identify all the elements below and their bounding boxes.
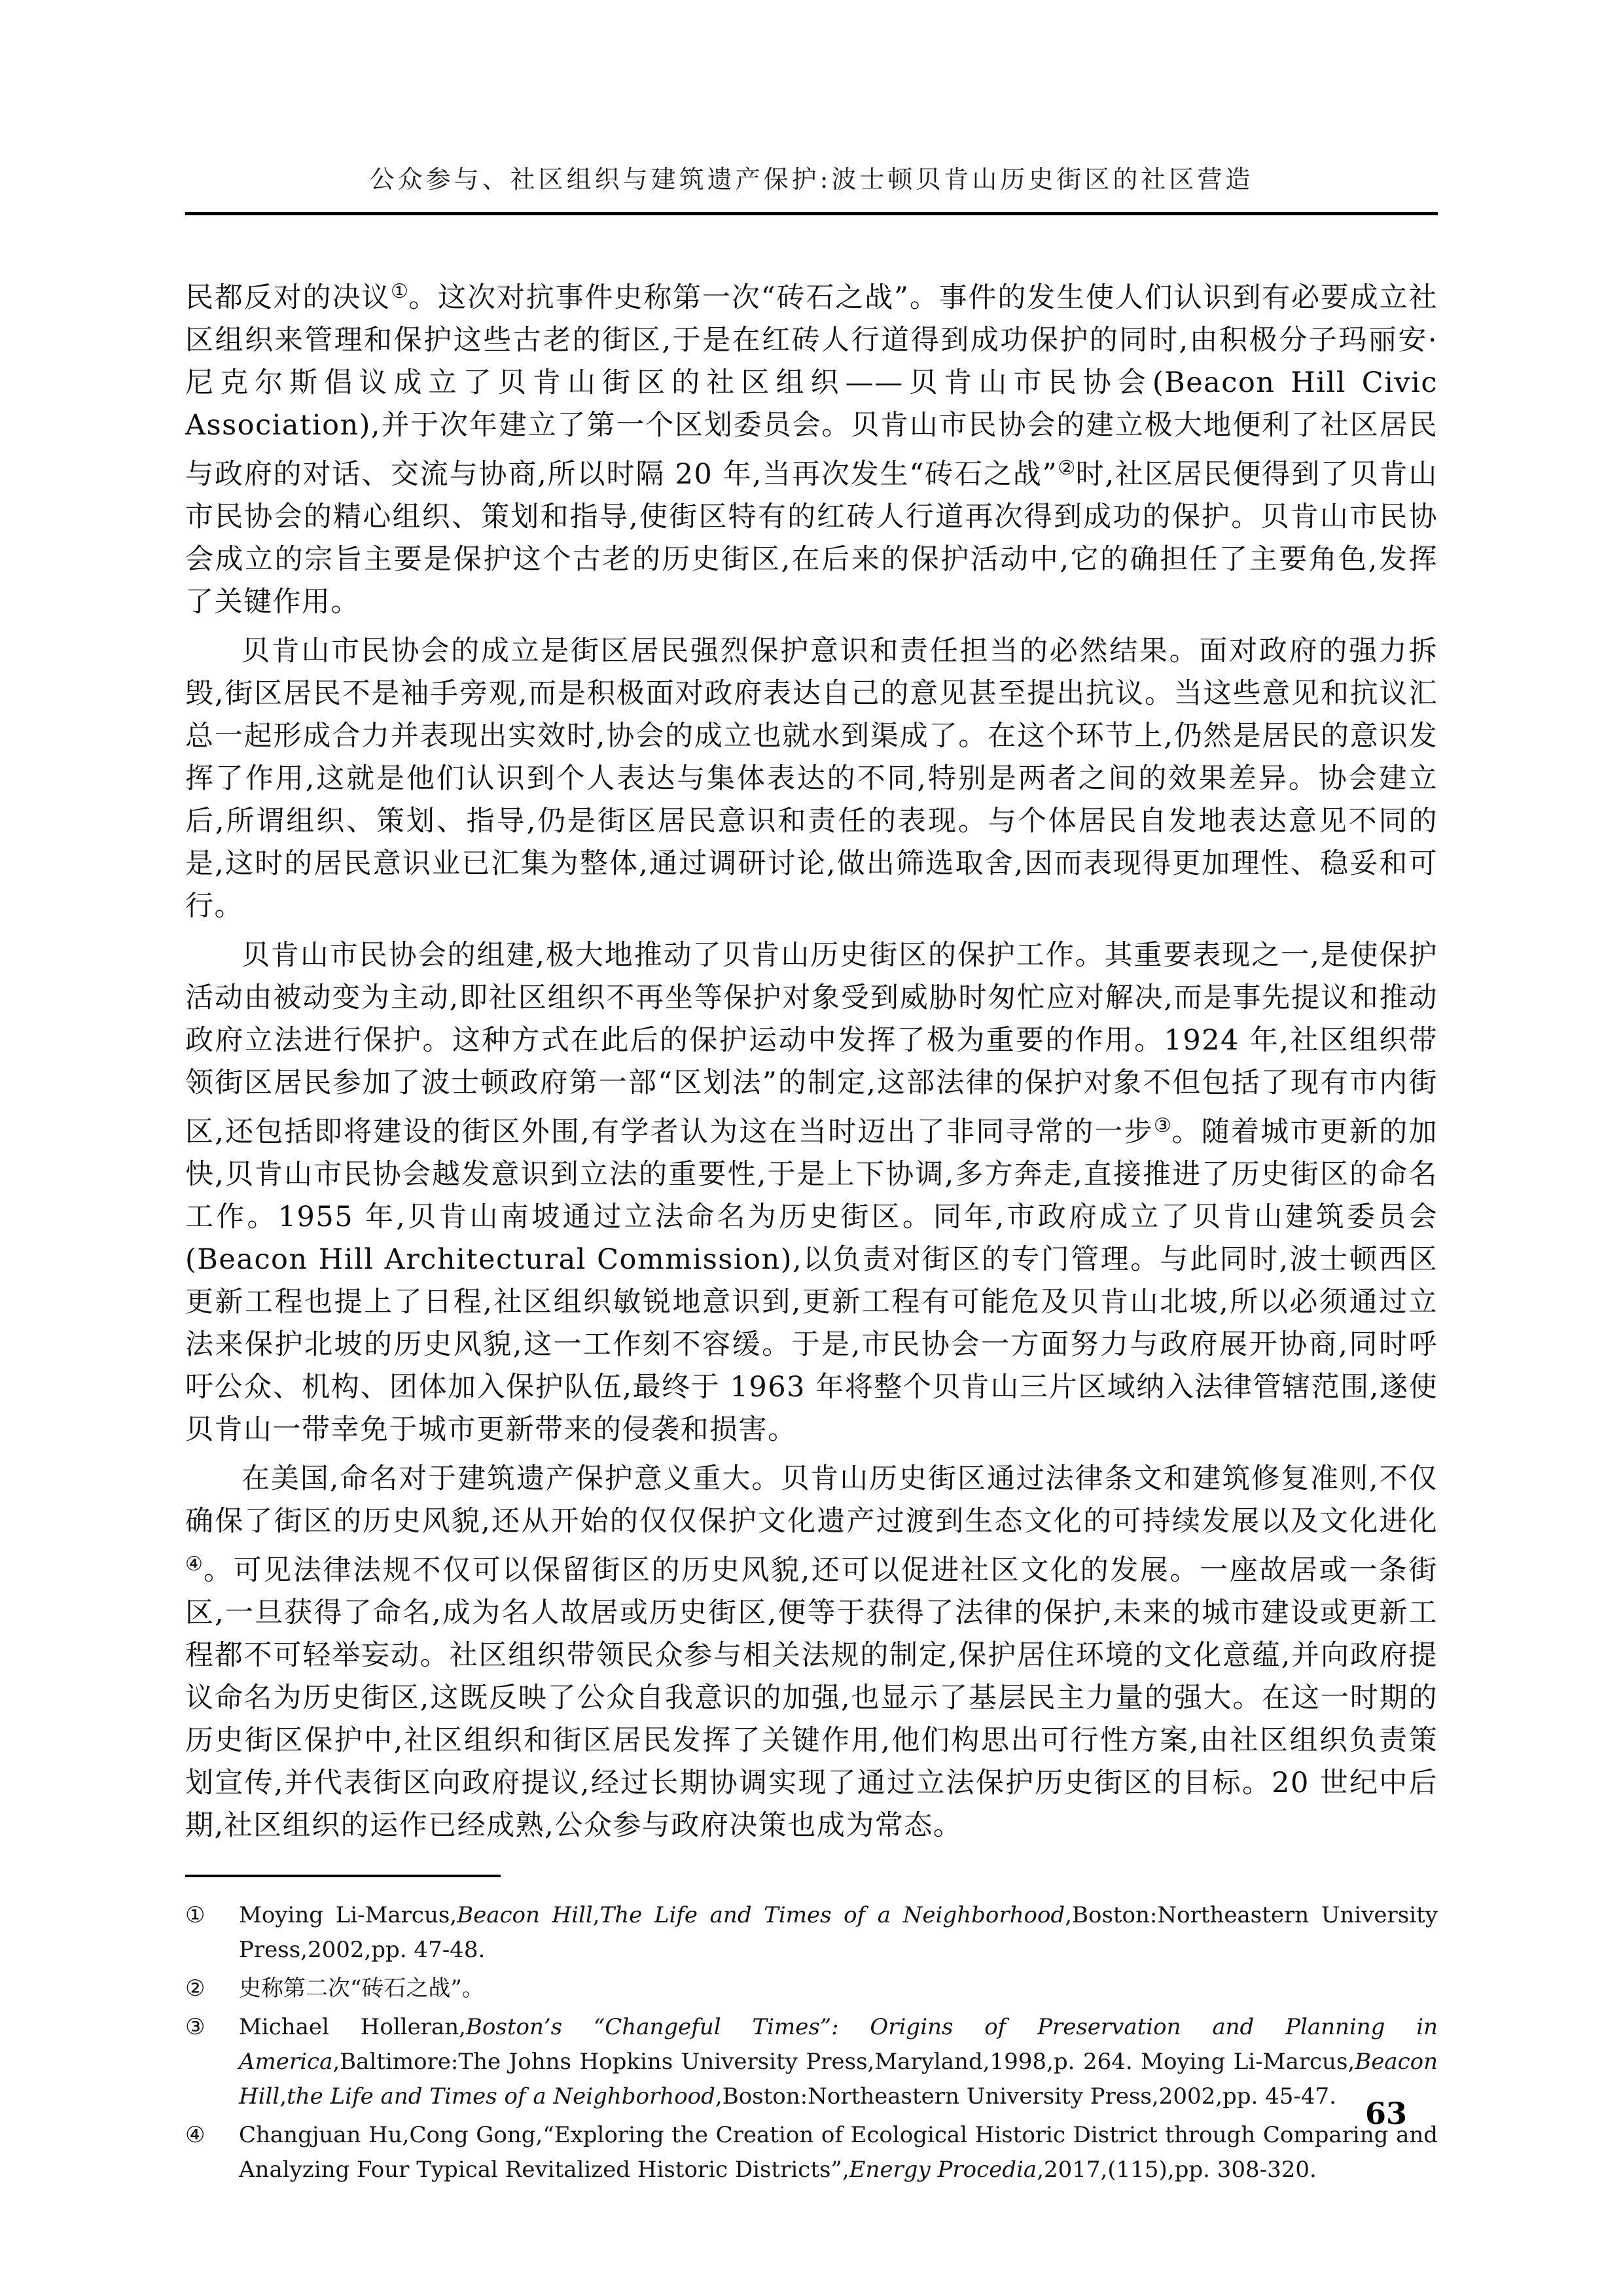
footnote-ref: ④	[185, 1553, 204, 1576]
footnote-ref: ①	[391, 280, 409, 303]
footnote-marker: ②	[185, 1975, 205, 2002]
footnote-text: 史称第二次“砖石之战”。	[239, 1975, 484, 2002]
page-header	[185, 0, 1438, 215]
footnote-marker: ①	[185, 1902, 205, 1928]
footnote	[185, 2010, 1438, 2114]
header-rule	[185, 212, 1438, 215]
paragraph: 在美国,命名对于建筑遗产保护意义重大。贝肯山历史街区通过法律条文和建筑修复准则,不仅确保了街区的历史风貌,还从开始的仅仅保护文化遗产过渡到生态文化的可持续发展以及文化进化④。可见法律法规不仅可以保留街区的历史风貌,还可以促进社区文化的发展。一座故居或一条街区,一旦获得了命名,成为名人故居或历史街区,便等于获得了法律的保护,未来的城市建设或更新工程都不可轻举妄动。社区组织带领民众参与相关法规的制定,保护居住环境的文化意蕴,并向政府提议命名为历史街区,这既反映了公众自我意识的加强,也显示了基层民主力量的强大。在这一时期的历史街区保护中,社区组织和街区居民发挥了关键作用,他们构思出可行性方案,由社区组织负责策划宣传,并代表街区向政府提议,经过长期协调实现了通过立法保护历史街区的目标。20 世纪中后期,社区组织的运作已经成熟,公众参与政府决策也成为常态。	[185, 1462, 1438, 1842]
footnote	[185, 2118, 1438, 2187]
footnote-ref: ③	[1153, 1114, 1172, 1137]
footnote-marker: ③	[185, 2014, 205, 2040]
footnote	[185, 1898, 1438, 1968]
article-body	[185, 270, 1438, 1847]
footnote-marker: ④	[185, 2122, 205, 2148]
footnote	[185, 1971, 1438, 2006]
paragraph: 贝肯山市民协会的组建,极大地推动了贝肯山历史街区的保护工作。其重要表现之一,是使保护活动由被动变为主动,即社区组织不再坐等保护对象受到威胁时匆忙应对解决,而是事先提议和推动政府立法进行保护。这种方式在此后的保护运动中发挥了极为重要的作用。1924 年,社区组织带领街区居民参加了波士顿政府第一部“区划法”的制定,这部法律的保护对象不但包括了现有市内街区,还包括即将建设的街区外围,有学者认为这在当时迈出了非同寻常的一步③。随着城市更新的加快,贝肯山市民协会越发意识到立法的重要性,于是上下协调,多方奔走,直接推进了历史街区的命名工作。1955 年,贝肯山南坡通过立法命名为历史街区。同年,市政府成立了贝肯山建筑委员会(Beacon Hill Architectural Commission),以负责对街区的专门管理。与此同时,波士顿西区更新工程也提上了日程,社区组织敏锐地意识到,更新工程有可能危及贝肯山北坡,所以必须通过立法来保护北坡的历史风貌,这一工作刻不容缓。于是,市民协会一方面努力与政府展开协商,同时呼吁公众、机构、团体加入保护队伍,最终于 1963 年将整个贝肯山三片区域纳入法律管辖范围,遂使贝肯山一带幸免于城市更新带来的侵袭和损害。	[185, 939, 1438, 1446]
page-number: 63	[1364, 2096, 1407, 2131]
running-title: 公众参与、社区组织与建筑遗产保护:波士顿贝肯山历史街区的社区营造	[369, 165, 1254, 194]
footnote-separator	[185, 1875, 501, 1877]
footnote-text: Moying Li-Marcus,Beacon Hill,The Life and Times of a Neighborhood,Boston:Northeastern University Press,2002,pp. 47-48.	[239, 1902, 1438, 1963]
footnote-text: Changjuan Hu,Cong Gong,“Exploring the Creation of Ecological Historic District through Comparing and Analyzing Four Typical Revitalized Historic Districts”,Energy Procedia,2017,(115),pp. 308-320.	[239, 2122, 1438, 2183]
paragraph: 民都反对的决议①。这次对抗事件史称第一次“砖石之战”。事件的发生使人们认识到有必要成立社区组织来管理和保护这些古老的街区,于是在红砖人行道得到成功保护的同时,由积极分子玛丽安·尼克尔斯倡议成立了贝肯山街区的社区组织——贝肯山市民协会(Beacon Hill Civic Association),并于次年建立了第一个区划委员会。贝肯山市民协会的建立极大地便利了社区居民与政府的对话、交流与协商,所以时隔 20 年,当再次发生“砖石之战”②时,社区居民便得到了贝肯山市民协会的精心组织、策划和指导,使街区特有的红砖人行道再次得到成功的保护。贝肯山市民协会成立的宗旨主要是保护这个古老的历史街区,在后来的保护活动中,它的确担任了主要角色,发挥了关键作用。	[185, 280, 1438, 618]
footnote-ref: ②	[1058, 457, 1076, 480]
footnote-text: Michael Holleran,Boston’s “Changeful Times”: Origins of Preservation and Planning in America,Baltimore:The Johns Hopkins University Press,Maryland,1998,p. 264. Moying Li-Marcus,Beacon Hill,the Life and Times of a Neighborhood,Boston:Northeastern University Press,2002,pp. 45-47.	[239, 2014, 1438, 2110]
footnotes-section	[185, 1898, 1438, 2187]
paragraph: 贝肯山市民协会的成立是街区居民强烈保护意识和责任担当的必然结果。面对政府的强力拆毁,街区居民不是袖手旁观,而是积极面对政府表达自己的意见甚至提出抗议。当这些意见和抗议汇总一起形成合力并表现出实效时,协会的成立也就水到渠成了。在这个环节上,仍然是居民的意识发挥了作用,这就是他们认识到个人表达与集体表达的不同,特别是两者之间的效果差异。协会建立后,所谓组织、策划、指导,仍是街区居民意识和责任的表现。与个体居民自发地表达意见不同的是,这时的居民意识业已汇集为整体,通过调研讨论,做出筛选取舍,因而表现得更加理性、稳妥和可行。	[185, 635, 1438, 923]
